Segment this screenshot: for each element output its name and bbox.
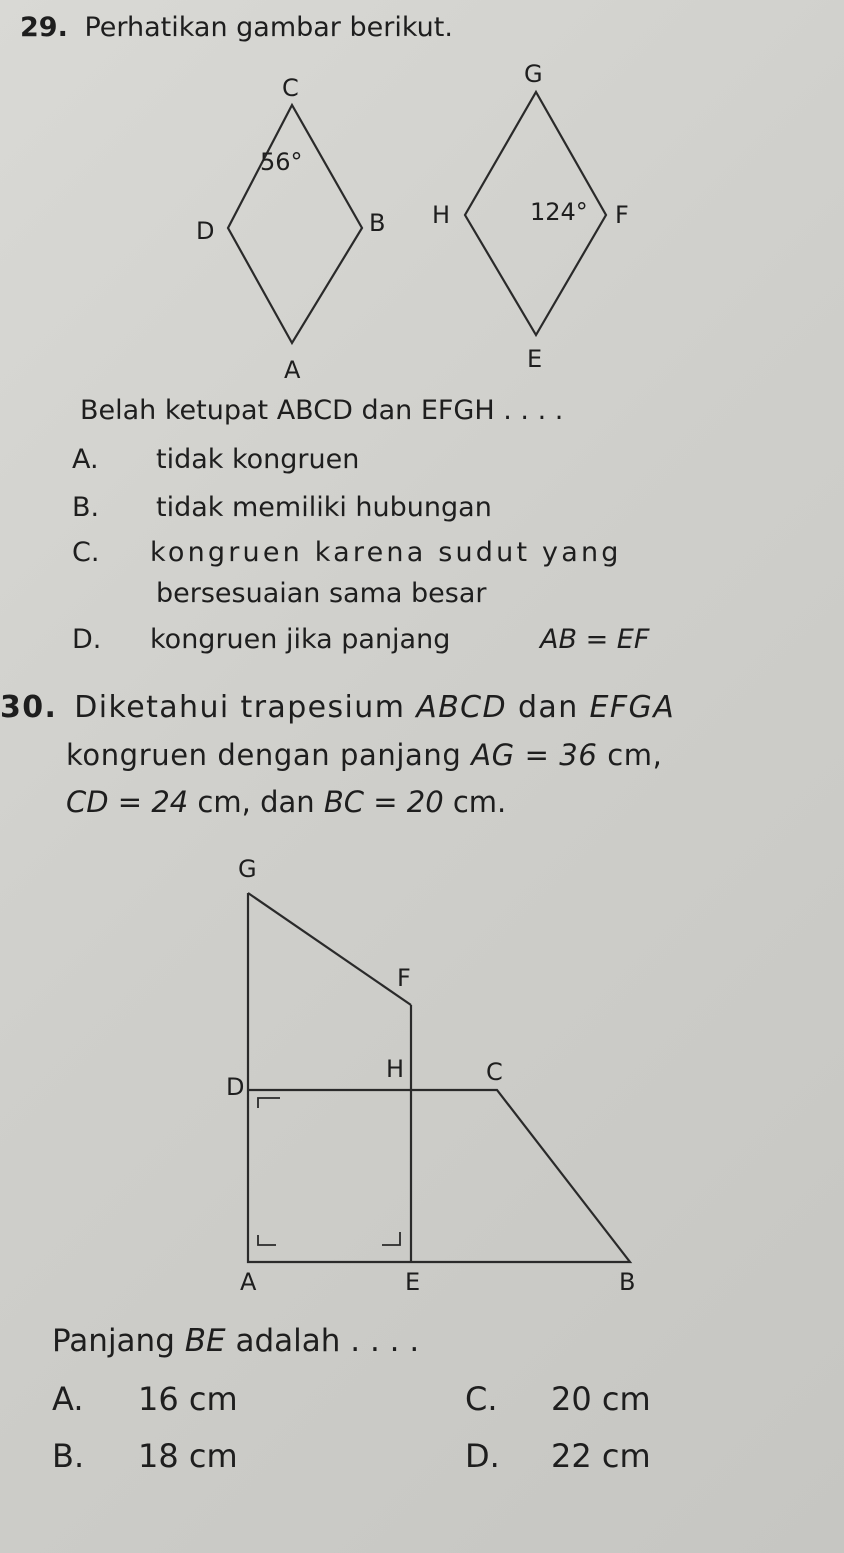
right-angle-e-mark	[382, 1232, 400, 1245]
q30-line-1	[0, 690, 675, 725]
angle-124-label: 124°	[530, 198, 588, 226]
q30-line3-bc: BC = 20	[323, 785, 444, 819]
q30-stem	[52, 1323, 419, 1359]
q30-option-d-text: 22 cm	[551, 1437, 651, 1475]
q30-option-b-letter: B.	[52, 1437, 85, 1475]
q30-line3-b: cm, dan	[188, 785, 324, 819]
q30-option-c-letter: C.	[465, 1380, 498, 1418]
q29-option-a[interactable]	[72, 444, 360, 475]
q30-stem-c: adalah . . . .	[225, 1323, 420, 1359]
q29-option-b[interactable]	[72, 492, 492, 523]
q30-option-b[interactable]	[52, 1437, 238, 1475]
q30-option-d-letter: D.	[465, 1437, 500, 1475]
q30-line1-efga: EFGA	[589, 690, 676, 725]
trap-vertex-label-f: F	[397, 964, 411, 992]
vertex-label-g: G	[524, 60, 543, 88]
q29-option-d[interactable]	[72, 624, 650, 655]
q30-line1-c: dan	[507, 690, 590, 725]
q30-line2-c: cm,	[597, 738, 663, 772]
trapezium-outline	[248, 893, 630, 1262]
rhombus-abcd	[228, 105, 362, 343]
q30-option-b-text: 18 cm	[138, 1437, 238, 1475]
trap-vertex-label-e: E	[405, 1268, 421, 1296]
angle-56-label: 56°	[260, 148, 303, 176]
trap-vertex-label-g: G	[238, 855, 257, 883]
vertex-label-h: H	[432, 201, 451, 229]
segment-gf	[248, 893, 411, 1005]
q30-line3-d: cm.	[443, 785, 507, 819]
vertex-label-e: E	[527, 345, 543, 373]
q30-stem-be: BE	[184, 1323, 226, 1359]
q29-option-c-letter: C.	[72, 537, 100, 568]
vertex-label-c: C	[282, 74, 299, 102]
q30-number: 30.	[0, 690, 58, 725]
trap-vertex-label-b: B	[619, 1268, 636, 1296]
q29-option-d-text: kongruen jika panjang	[150, 624, 451, 655]
q30-line2-ag: AG = 36	[471, 738, 598, 772]
q29-option-b-letter: B.	[72, 492, 100, 523]
trap-vertex-label-a: A	[240, 1268, 257, 1296]
trap-vertex-label-d: D	[226, 1073, 245, 1101]
q29-option-b-text: tidak memiliki hubungan	[156, 492, 492, 523]
q29-option-d-letter: D.	[72, 624, 102, 655]
q30-stem-a: Panjang	[52, 1323, 185, 1359]
q30-line1-abcd: ABCD	[416, 690, 508, 725]
q30-option-a-letter: A.	[52, 1380, 84, 1418]
q29-option-c-text: kongruen karena sudut yang	[150, 537, 622, 568]
q30-option-a-text: 16 cm	[138, 1380, 238, 1418]
q30-line2-a: kongruen dengan panjang	[66, 738, 472, 772]
q30-option-a[interactable]	[52, 1380, 238, 1418]
q29-prompt: Perhatikan gambar berikut.	[84, 12, 453, 43]
q30-line3-cd: CD = 24	[66, 785, 189, 819]
right-angle-d-mark	[258, 1098, 280, 1108]
q30-line1-a: Diketahui trapesium	[74, 690, 417, 725]
q29-option-d-math: AB = EF	[540, 624, 650, 655]
q29-option-c[interactable]	[72, 537, 622, 568]
q30-option-c[interactable]	[465, 1380, 651, 1418]
q29-option-a-letter: A.	[72, 444, 99, 475]
right-angle-a-mark	[258, 1235, 276, 1245]
q29-number: 29.	[20, 12, 68, 43]
q29-option-a-text: tidak kongruen	[156, 444, 360, 475]
q30-option-d[interactable]	[465, 1437, 651, 1475]
vertex-label-b: B	[369, 209, 386, 237]
q30-line-3	[66, 785, 506, 819]
q30-option-c-text: 20 cm	[551, 1380, 651, 1418]
q29-option-c-text-line2: bersesuaian sama besar	[156, 578, 487, 609]
trap-vertex-label-c: C	[486, 1058, 503, 1086]
q29-stem: Belah ketupat ABCD dan EFGH . . . .	[80, 395, 564, 426]
trap-vertex-label-h: H	[386, 1055, 405, 1083]
vertex-label-d: D	[196, 217, 215, 245]
vertex-label-f: F	[615, 201, 629, 229]
q30-line-2	[66, 738, 662, 772]
vertex-label-a: A	[284, 356, 301, 384]
